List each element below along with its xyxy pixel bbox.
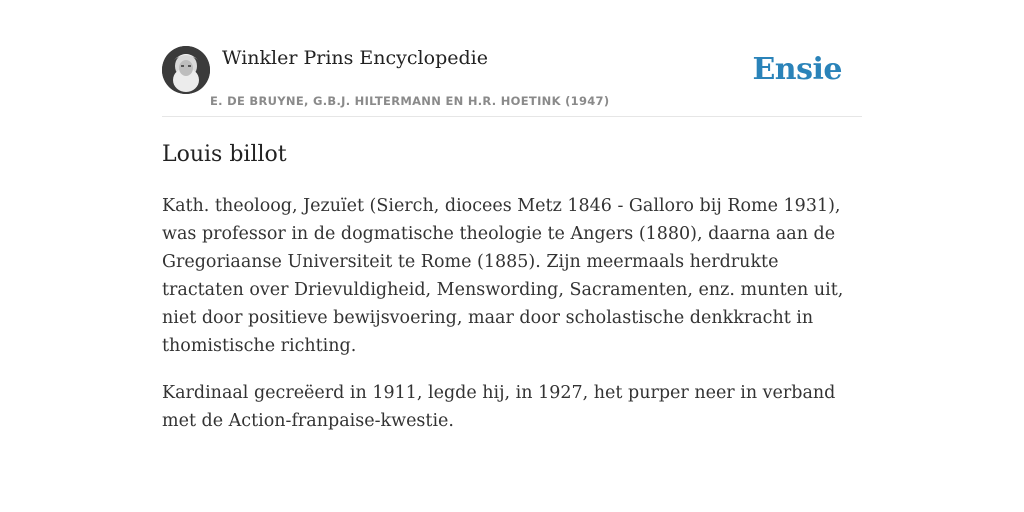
article-body	[162, 192, 862, 454]
article-title: Louis billot	[162, 142, 287, 167]
encyclopedia-header	[162, 46, 862, 117]
author-avatar[interactable]	[162, 46, 210, 94]
portrait-icon	[162, 46, 210, 94]
encyclopedia-title[interactable]: Winkler Prins Encyclopedie	[222, 47, 488, 69]
article-paragraph: Kath. theoloog, Jezuïet (Sierch, diocees Metz 1846 - Galloro bij Rome 1931), was professor in de dogmatische theologie te Angers (1880), daarna aan de Gregoriaanse Universiteit te Rome (1885). Zijn meermaals herdrukte tractaten over Drievuldigheid, Menswording, Sacramenten, enz. munten uit, niet door positieve bewijsvoering, maar door scholastische denkkracht in thomistische richting.	[162, 196, 844, 356]
article-paragraph: Kardinaal gecreëerd in 1911, legde hij, in 1927, het purper neer in verband met de Action-franpaise-kwestie.	[162, 383, 836, 431]
ensie-logo[interactable]: Ensie	[752, 52, 842, 87]
authors-credit: E. DE BRUYNE, G.B.J. HILTERMANN EN H.R. HOETINK (1947)	[210, 94, 610, 108]
